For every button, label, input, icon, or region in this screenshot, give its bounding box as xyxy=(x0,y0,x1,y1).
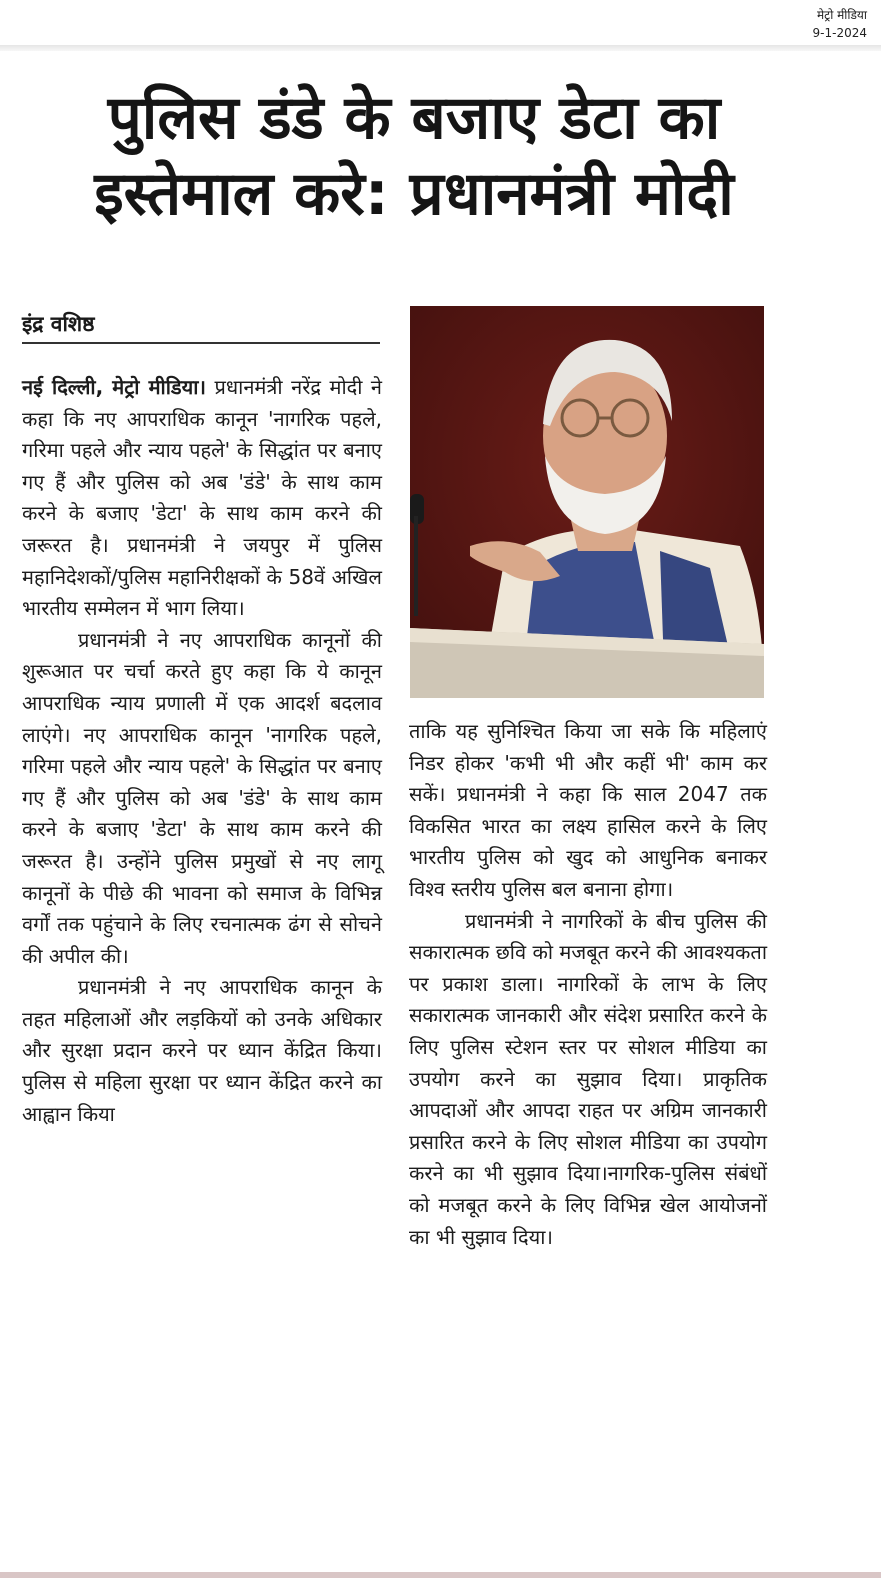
article-paragraph-3-continued: ताकि यह सुनिश्चित किया जा सके कि महिलाएं निडर होकर 'कभी भी और कहीं भी' काम कर सकें। प्रधानमंत्री ने कहा कि साल 2047 तक विकसित भारत का लक्ष्य हासिल करने के लिए भारतीय पुलिस को खुद को आधुनिक बनाकर विश्व स्तरीय पुलिस बल बनाना होगा। xyxy=(409,719,767,901)
dateline: नई दिल्ली, मेट्रो मीडिया। xyxy=(22,375,206,399)
publication-date: 9-1-2024 xyxy=(812,26,867,40)
article-column-left xyxy=(22,372,382,1130)
publication-source xyxy=(747,6,867,42)
news-photo xyxy=(410,306,764,698)
bottom-divider xyxy=(0,1572,881,1578)
speaker-illustration xyxy=(410,306,764,698)
article-paragraph-2: प्रधानमंत्री ने नए आपराधिक कानूनों की शुरूआत पर चर्चा करते हुए कहा कि ये कानून आपराधिक न्याय प्रणाली में एक आदर्श बदलाव लाएंगे। नए आपराधिक कानून 'नागरिक पहले, गरिमा पहले और न्याय पहले' के सिद्धांत पर बनाए गए हैं और पुलिस को अब 'डंडे' के साथ काम करने के बजाए 'डेटा' के साथ काम करने की जरूरत है। उन्होंने पुलिस प्रमुखों से नए लागू कानूनों के पीछे की भावना को समाज के विभिन्न वर्गों तक पहुंचाने के लिए रचनात्मक ढंग से सोचने की अपील की। xyxy=(22,627,382,968)
top-divider xyxy=(0,45,881,51)
article-paragraph-1 xyxy=(22,372,382,625)
byline: इंद्र वशिष्ठ xyxy=(22,308,380,344)
article-column-right xyxy=(409,716,767,1253)
paragraph-text: प्रधानमंत्री नरेंद्र मोदी ने कहा कि नए आपराधिक कानून 'नागरिक पहले, गरिमा पहले और न्याय पहले' के सिद्धांत पर बनाए गए हैं और पुलिस को अब 'डंडे' के साथ काम करने के बजाए 'डेटा' के साथ काम करने की जरूरत है। प्रधानमंत्री ने जयपुर में पुलिस महानिदेशकों/पुलिस महानिरीक्षकों के 58वें अखिल भारतीय सम्मेलन में भाग लिया। xyxy=(22,375,383,621)
article-paragraph-4: प्रधानमंत्री ने नागरिकों के बीच पुलिस की सकारात्मक छवि को मजबूत करने की आवश्यकता पर प्रकाश डाला। नागरिकों के लाभ के लिए सकारात्मक जानकारी और संदेश प्रसारित करने के लिए पुलिस स्टेशन स्तर पर सोशल मीडिया का उपयोग करने का सुझाव दिया। प्राकृतिक आपदाओं और आपदा राहत पर अग्रिम जानकारी प्रसारित करने के लिए सोशल मीडिया का उपयोग करने का भी सुझाव दिया।नागरिक-पुलिस संबंधों को मजबूत करने के लिए विभिन्न खेल आयोजनों का भी सुझाव दिया। xyxy=(409,908,767,1249)
publication-name: मेट्रो मीडिया xyxy=(816,8,867,22)
headline: पुलिस डंडे के बजाए डेटा का इस्तेमाल करे: प्रधानमंत्री मोदी xyxy=(94,83,734,229)
article-paragraph-3: प्रधानमंत्री ने नए आपराधिक कानून के तहत महिलाओं और लड़कियों को उनके अधिकार और सुरक्षा प्रदान करने पर ध्यान केंद्रित किया। पुलिस से महिला सुरक्षा पर ध्यान केंद्रित करने का आह्वान किया xyxy=(22,975,382,1126)
